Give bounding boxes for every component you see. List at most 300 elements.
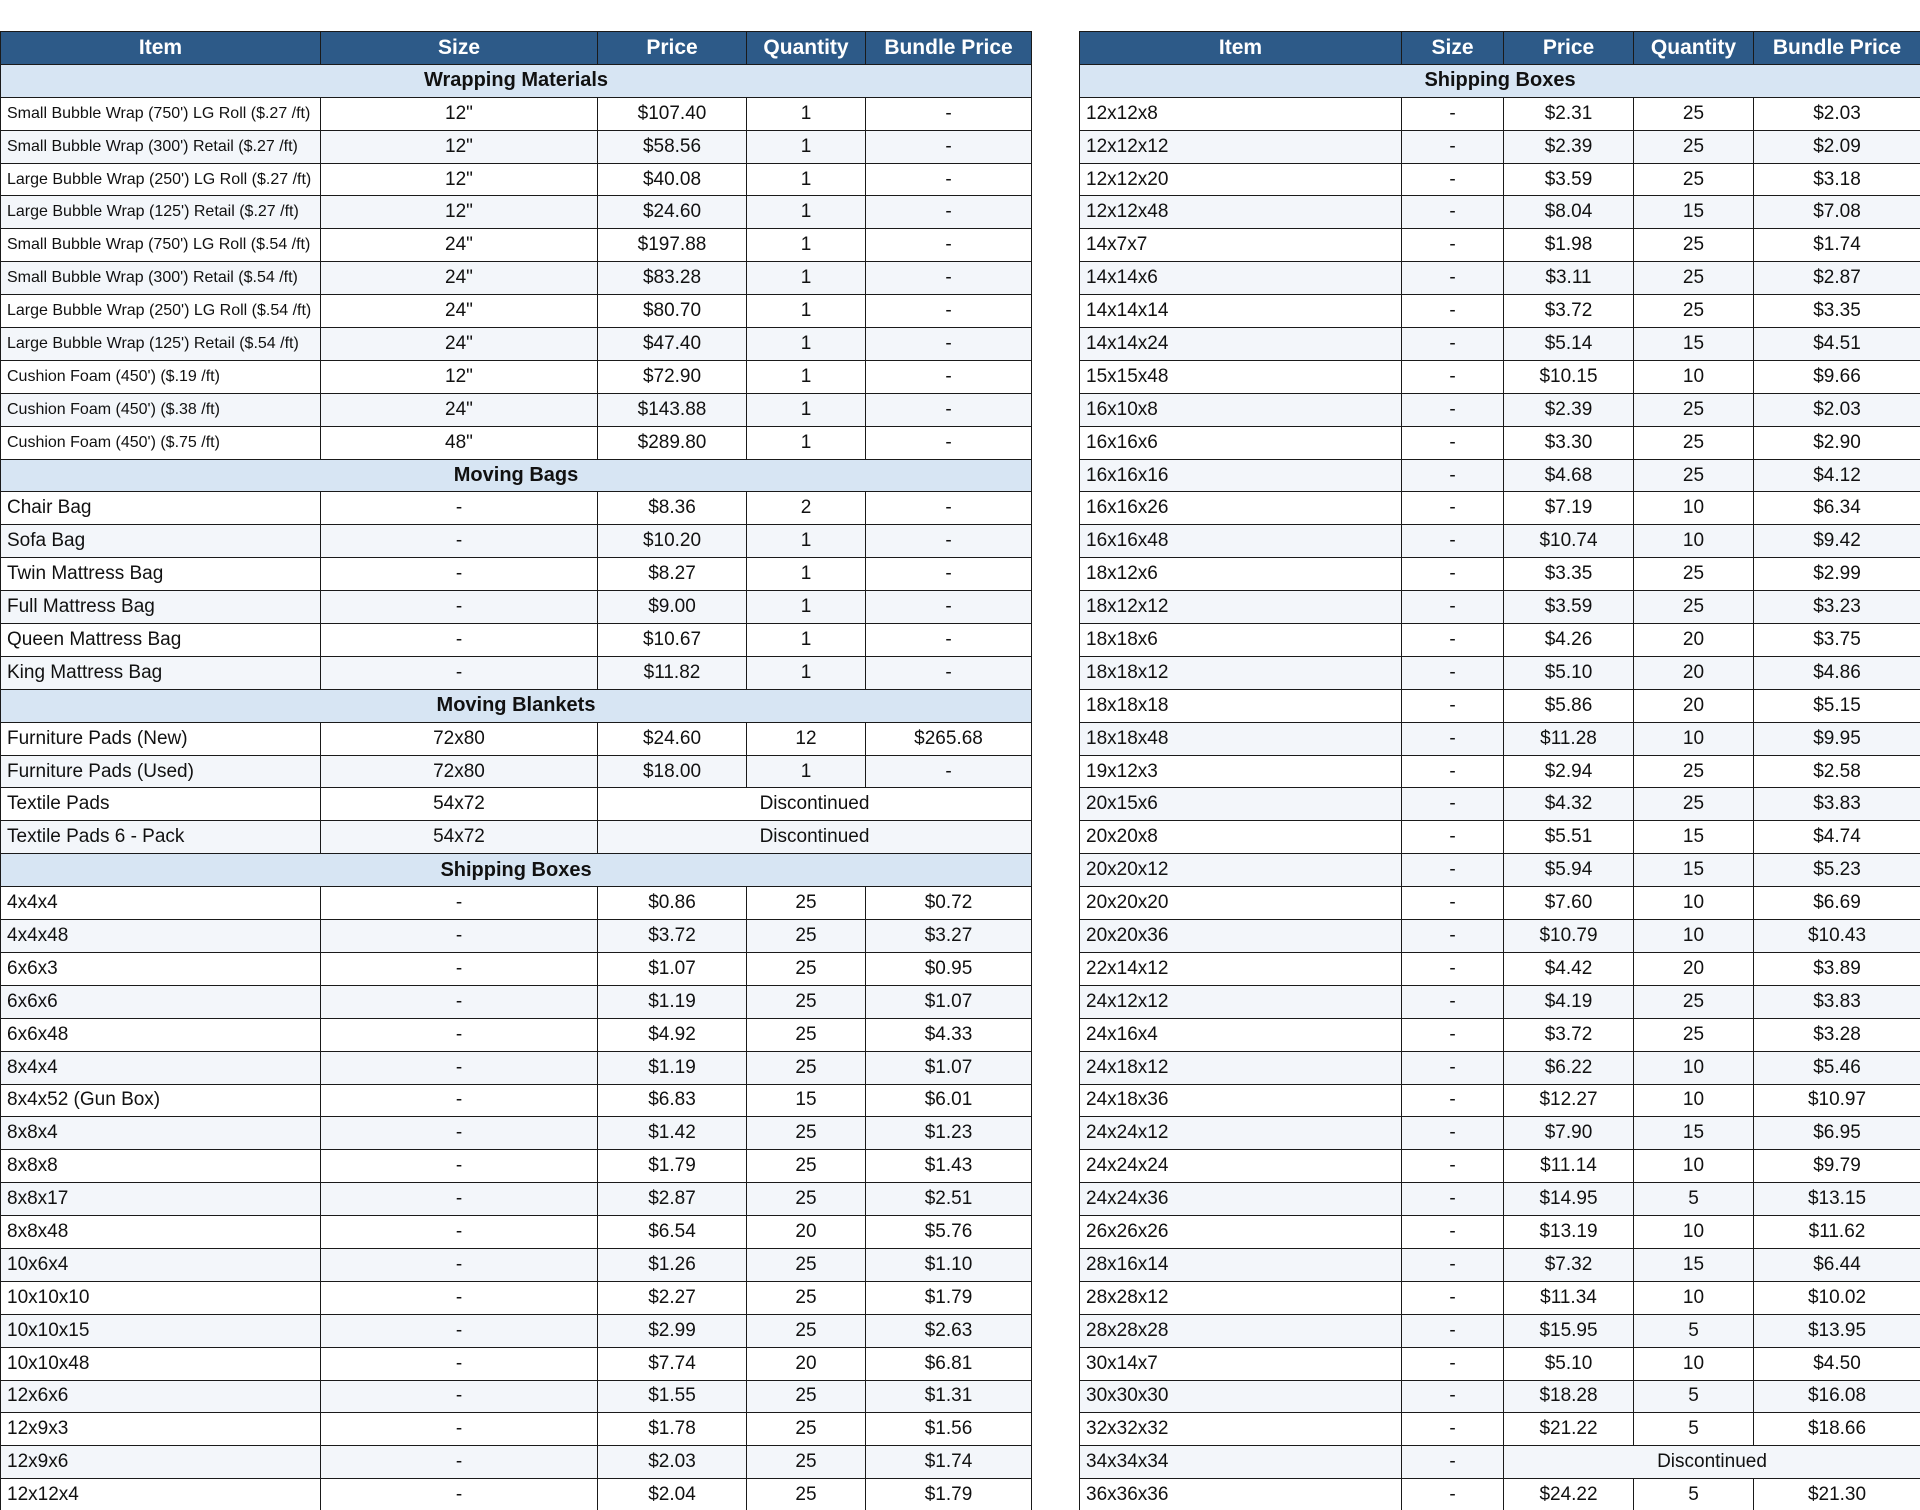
item-cell: 6x6x48: [1, 1018, 321, 1051]
price-cell: $1.55: [598, 1380, 747, 1413]
bundle-price-cell: $2.99: [1754, 558, 1920, 591]
bundle-price-cell: $6.81: [866, 1347, 1032, 1380]
quantity-cell: 10: [1634, 360, 1754, 393]
price-cell: $5.10: [1504, 656, 1634, 689]
price-cell: $10.15: [1504, 360, 1634, 393]
table-row: [1080, 492, 1920, 525]
quantity-cell: 1: [747, 328, 866, 361]
item-cell: 15x15x48: [1080, 360, 1402, 393]
discontinued-cell: Discontinued: [598, 788, 1032, 821]
bundle-price-cell: $4.33: [866, 1018, 1032, 1051]
size-cell: -: [1402, 1347, 1504, 1380]
price-cell: $24.60: [598, 722, 747, 755]
price-cell: $5.51: [1504, 821, 1634, 854]
quantity-cell: 25: [747, 1183, 866, 1216]
quantity-cell: 1: [747, 656, 866, 689]
size-cell: -: [1402, 1117, 1504, 1150]
bundle-price-cell: -: [866, 196, 1032, 229]
table-row: [1080, 1380, 1920, 1413]
item-cell: Small Bubble Wrap (300') Retail ($.27 /ft): [1, 130, 321, 163]
quantity-cell: 15: [1634, 328, 1754, 361]
bundle-price-cell: $7.08: [1754, 196, 1920, 229]
price-cell: $4.42: [1504, 952, 1634, 985]
quantity-cell: 15: [1634, 196, 1754, 229]
bundle-price-cell: $3.83: [1754, 788, 1920, 821]
table-row: [1, 1413, 1032, 1446]
size-cell: -: [1402, 459, 1504, 492]
size-cell: -: [321, 591, 598, 624]
size-cell: 12": [321, 196, 598, 229]
price-cell: $15.95: [1504, 1314, 1634, 1347]
price-cell: $7.60: [1504, 887, 1634, 920]
bundle-price-cell: $2.90: [1754, 426, 1920, 459]
table-row: [1, 1051, 1032, 1084]
size-cell: 12": [321, 97, 598, 130]
item-cell: 12x12x48: [1080, 196, 1402, 229]
price-cell: $6.22: [1504, 1051, 1634, 1084]
table-row: [1080, 755, 1920, 788]
item-cell: Large Bubble Wrap (250') LG Roll ($.54 /ft): [1, 295, 321, 328]
price-cell: $1.26: [598, 1248, 747, 1281]
price-cell: $2.03: [598, 1446, 747, 1479]
table-row: [1080, 591, 1920, 624]
item-cell: Chair Bag: [1, 492, 321, 525]
item-cell: 24x18x36: [1080, 1084, 1402, 1117]
item-cell: 18x18x48: [1080, 722, 1402, 755]
size-cell: -: [1402, 591, 1504, 624]
col-header-item: Item: [1, 32, 321, 65]
quantity-cell: 5: [1634, 1413, 1754, 1446]
size-cell: -: [321, 1117, 598, 1150]
quantity-cell: 25: [747, 985, 866, 1018]
quantity-cell: 10: [1634, 525, 1754, 558]
size-cell: -: [1402, 525, 1504, 558]
table-row: [1080, 821, 1920, 854]
table-row: [1, 1084, 1032, 1117]
item-cell: King Mattress Bag: [1, 656, 321, 689]
bundle-price-cell: $4.51: [1754, 328, 1920, 361]
quantity-cell: 25: [1634, 459, 1754, 492]
bundle-price-cell: $1.74: [1754, 229, 1920, 262]
table-row: [1, 1018, 1032, 1051]
quantity-cell: 10: [1634, 1051, 1754, 1084]
size-cell: -: [1402, 360, 1504, 393]
col-header-bundle-price: Bundle Price: [866, 32, 1032, 65]
price-cell: $2.31: [1504, 97, 1634, 130]
item-cell: 16x16x48: [1080, 525, 1402, 558]
size-cell: -: [321, 1281, 598, 1314]
bundle-price-cell: $2.03: [1754, 97, 1920, 130]
bundle-price-cell: $0.95: [866, 952, 1032, 985]
size-cell: 24": [321, 393, 598, 426]
header-row: [1080, 32, 1920, 65]
size-cell: 72x80: [321, 755, 598, 788]
quantity-cell: 25: [1634, 755, 1754, 788]
bundle-price-cell: $21.30: [1754, 1479, 1920, 1510]
size-cell: -: [1402, 1413, 1504, 1446]
table-row: [1080, 1479, 1920, 1510]
table-row: [1080, 1018, 1920, 1051]
discontinued-cell: Discontinued: [1504, 1446, 1920, 1479]
size-cell: -: [321, 887, 598, 920]
table-row: [1, 1150, 1032, 1183]
table-row: [1, 1347, 1032, 1380]
bundle-price-cell: $1.23: [866, 1117, 1032, 1150]
price-cell: $8.04: [1504, 196, 1634, 229]
item-cell: 20x20x20: [1080, 887, 1402, 920]
price-cell: $1.98: [1504, 229, 1634, 262]
item-cell: Queen Mattress Bag: [1, 624, 321, 657]
bundle-price-cell: -: [866, 492, 1032, 525]
size-cell: -: [321, 525, 598, 558]
left-price-table-panel: [0, 31, 1031, 1510]
table-row: [1080, 1248, 1920, 1281]
bundle-price-cell: $1.56: [866, 1413, 1032, 1446]
price-cell: $18.00: [598, 755, 747, 788]
table-row: [1080, 328, 1920, 361]
quantity-cell: 1: [747, 755, 866, 788]
price-cell: $11.14: [1504, 1150, 1634, 1183]
bundle-price-cell: $1.07: [866, 1051, 1032, 1084]
quantity-cell: 1: [747, 97, 866, 130]
quantity-cell: 1: [747, 393, 866, 426]
price-cell: $197.88: [598, 229, 747, 262]
table-row: [1080, 262, 1920, 295]
quantity-cell: 25: [747, 1150, 866, 1183]
item-cell: Small Bubble Wrap (750') LG Roll ($.27 /ft): [1, 97, 321, 130]
price-cell: $6.83: [598, 1084, 747, 1117]
table-row: [1080, 854, 1920, 887]
size-cell: -: [1402, 985, 1504, 1018]
price-cell: $24.22: [1504, 1479, 1634, 1510]
price-cell: $8.36: [598, 492, 747, 525]
quantity-cell: 1: [747, 558, 866, 591]
bundle-price-cell: -: [866, 558, 1032, 591]
size-cell: -: [1402, 952, 1504, 985]
size-cell: -: [1402, 1216, 1504, 1249]
left-table-body: [1, 64, 1032, 1510]
item-cell: 19x12x3: [1080, 755, 1402, 788]
table-row: [1080, 97, 1920, 130]
bundle-price-cell: $6.01: [866, 1084, 1032, 1117]
table-row: [1, 1314, 1032, 1347]
quantity-cell: 25: [1634, 262, 1754, 295]
price-cell: $4.32: [1504, 788, 1634, 821]
item-cell: 12x12x4: [1, 1479, 321, 1510]
item-cell: 32x32x32: [1080, 1413, 1402, 1446]
table-row: [1, 624, 1032, 657]
price-cell: $58.56: [598, 130, 747, 163]
item-cell: 24x24x24: [1080, 1150, 1402, 1183]
quantity-cell: 25: [1634, 426, 1754, 459]
table-row: [1, 1281, 1032, 1314]
size-cell: -: [1402, 1051, 1504, 1084]
size-cell: -: [1402, 1479, 1504, 1510]
size-cell: -: [1402, 1314, 1504, 1347]
section-title: Moving Blankets: [1, 689, 1032, 722]
bundle-price-cell: $5.23: [1754, 854, 1920, 887]
item-cell: 36x36x36: [1080, 1479, 1402, 1510]
item-cell: 18x12x6: [1080, 558, 1402, 591]
size-cell: 12": [321, 163, 598, 196]
table-row: [1, 360, 1032, 393]
quantity-cell: 25: [747, 887, 866, 920]
bundle-price-cell: $1.74: [866, 1446, 1032, 1479]
table-row: [1080, 360, 1920, 393]
quantity-cell: 15: [1634, 1248, 1754, 1281]
bundle-price-cell: -: [866, 755, 1032, 788]
size-cell: -: [1402, 1018, 1504, 1051]
price-cell: $3.59: [1504, 163, 1634, 196]
item-cell: 8x8x8: [1, 1150, 321, 1183]
table-row: [1, 656, 1032, 689]
table-row: [1, 985, 1032, 1018]
size-cell: -: [321, 656, 598, 689]
size-cell: -: [321, 1051, 598, 1084]
price-cell: $1.42: [598, 1117, 747, 1150]
item-cell: 4x4x48: [1, 920, 321, 953]
item-cell: 24x24x12: [1080, 1117, 1402, 1150]
item-cell: Cushion Foam (450') ($.38 /ft): [1, 393, 321, 426]
size-cell: -: [1402, 722, 1504, 755]
bundle-price-cell: -: [866, 262, 1032, 295]
size-cell: -: [321, 1380, 598, 1413]
bundle-price-cell: -: [866, 360, 1032, 393]
quantity-cell: 10: [1634, 722, 1754, 755]
quantity-cell: 1: [747, 426, 866, 459]
table-row: [1, 295, 1032, 328]
bundle-price-cell: $4.50: [1754, 1347, 1920, 1380]
quantity-cell: 25: [1634, 985, 1754, 1018]
item-cell: 8x4x52 (Gun Box): [1, 1084, 321, 1117]
price-cell: $18.28: [1504, 1380, 1634, 1413]
size-cell: 24": [321, 262, 598, 295]
size-cell: -: [1402, 1084, 1504, 1117]
bundle-price-cell: $3.75: [1754, 624, 1920, 657]
table-row: [1080, 920, 1920, 953]
item-cell: 14x7x7: [1080, 229, 1402, 262]
table-row: [1080, 163, 1920, 196]
bundle-price-cell: $6.95: [1754, 1117, 1920, 1150]
item-cell: Cushion Foam (450') ($.19 /ft): [1, 360, 321, 393]
section-header-row: [1, 854, 1032, 887]
bundle-price-cell: $1.79: [866, 1479, 1032, 1510]
item-cell: 12x9x6: [1, 1446, 321, 1479]
price-cell: $12.27: [1504, 1084, 1634, 1117]
price-cell: $1.78: [598, 1413, 747, 1446]
item-cell: 8x8x4: [1, 1117, 321, 1150]
item-cell: 18x18x18: [1080, 689, 1402, 722]
bundle-price-cell: $13.95: [1754, 1314, 1920, 1347]
bundle-price-cell: $10.43: [1754, 920, 1920, 953]
size-cell: -: [1402, 821, 1504, 854]
bundle-price-cell: $265.68: [866, 722, 1032, 755]
price-cell: $24.60: [598, 196, 747, 229]
price-cell: $2.27: [598, 1281, 747, 1314]
size-cell: -: [321, 1314, 598, 1347]
bundle-price-cell: $5.76: [866, 1216, 1032, 1249]
item-cell: Textile Pads: [1, 788, 321, 821]
item-cell: 10x6x4: [1, 1248, 321, 1281]
table-row: [1, 1479, 1032, 1510]
size-cell: -: [1402, 788, 1504, 821]
item-cell: 6x6x6: [1, 985, 321, 1018]
table-row: [1, 97, 1032, 130]
table-row: [1080, 1413, 1920, 1446]
quantity-cell: 5: [1634, 1183, 1754, 1216]
section-header-row: [1, 459, 1032, 492]
price-cell: $2.39: [1504, 393, 1634, 426]
header-row: [1, 32, 1032, 65]
item-cell: 28x28x12: [1080, 1281, 1402, 1314]
quantity-cell: 25: [1634, 788, 1754, 821]
item-cell: 18x18x6: [1080, 624, 1402, 657]
price-cell: $5.86: [1504, 689, 1634, 722]
item-cell: 20x20x12: [1080, 854, 1402, 887]
bundle-price-cell: $1.31: [866, 1380, 1032, 1413]
quantity-cell: 25: [1634, 1018, 1754, 1051]
bundle-price-cell: $13.15: [1754, 1183, 1920, 1216]
item-cell: 12x12x20: [1080, 163, 1402, 196]
quantity-cell: 5: [1634, 1380, 1754, 1413]
price-cell: $1.79: [598, 1150, 747, 1183]
table-row: [1080, 952, 1920, 985]
size-cell: -: [1402, 689, 1504, 722]
table-row: [1080, 525, 1920, 558]
price-cell: $143.88: [598, 393, 747, 426]
quantity-cell: 25: [747, 1281, 866, 1314]
table-row: [1, 558, 1032, 591]
price-cell: $7.90: [1504, 1117, 1634, 1150]
quantity-cell: 25: [747, 1413, 866, 1446]
right-table-body: [1080, 64, 1920, 1510]
bundle-price-cell: -: [866, 624, 1032, 657]
price-cell: $11.82: [598, 656, 747, 689]
size-cell: -: [321, 985, 598, 1018]
quantity-cell: 25: [747, 1051, 866, 1084]
price-cell: $289.80: [598, 426, 747, 459]
left-price-table: [0, 31, 1032, 1510]
item-cell: 24x12x12: [1080, 985, 1402, 1018]
item-cell: Small Bubble Wrap (750') LG Roll ($.54 /ft): [1, 229, 321, 262]
size-cell: -: [321, 952, 598, 985]
price-cell: $9.00: [598, 591, 747, 624]
bundle-price-cell: $16.08: [1754, 1380, 1920, 1413]
quantity-cell: 10: [1634, 1216, 1754, 1249]
item-cell: 12x12x8: [1080, 97, 1402, 130]
table-row: [1080, 1183, 1920, 1216]
bundle-price-cell: $1.10: [866, 1248, 1032, 1281]
price-cell: $3.72: [598, 920, 747, 953]
item-cell: Large Bubble Wrap (125') Retail ($.54 /ft): [1, 328, 321, 361]
quantity-cell: 2: [747, 492, 866, 525]
size-cell: -: [1402, 163, 1504, 196]
item-cell: Sofa Bag: [1, 525, 321, 558]
quantity-cell: 1: [747, 360, 866, 393]
col-header-size: Size: [1402, 32, 1504, 65]
size-cell: -: [1402, 656, 1504, 689]
bundle-price-cell: $6.34: [1754, 492, 1920, 525]
quantity-cell: 10: [1634, 1347, 1754, 1380]
item-cell: 16x16x16: [1080, 459, 1402, 492]
size-cell: -: [1402, 295, 1504, 328]
quantity-cell: 10: [1634, 1084, 1754, 1117]
price-cell: $1.19: [598, 985, 747, 1018]
table-row: [1080, 624, 1920, 657]
item-cell: 16x16x26: [1080, 492, 1402, 525]
bundle-price-cell: -: [866, 591, 1032, 624]
table-row: [1080, 130, 1920, 163]
bundle-price-cell: -: [866, 229, 1032, 262]
bundle-price-cell: $3.89: [1754, 952, 1920, 985]
size-cell: -: [1402, 887, 1504, 920]
item-cell: 24x18x12: [1080, 1051, 1402, 1084]
bundle-price-cell: $9.95: [1754, 722, 1920, 755]
item-cell: Textile Pads 6 - Pack: [1, 821, 321, 854]
size-cell: -: [1402, 393, 1504, 426]
table-row: [1, 262, 1032, 295]
quantity-cell: 1: [747, 624, 866, 657]
price-cell: $11.28: [1504, 722, 1634, 755]
table-row: [1, 1446, 1032, 1479]
quantity-cell: 5: [1634, 1479, 1754, 1510]
bundle-price-cell: -: [866, 163, 1032, 196]
quantity-cell: 25: [747, 952, 866, 985]
bundle-price-cell: $10.02: [1754, 1281, 1920, 1314]
size-cell: -: [321, 624, 598, 657]
item-cell: 16x16x6: [1080, 426, 1402, 459]
price-cell: $2.94: [1504, 755, 1634, 788]
quantity-cell: 15: [1634, 854, 1754, 887]
table-row: [1, 229, 1032, 262]
item-cell: Furniture Pads (New): [1, 722, 321, 755]
quantity-cell: 25: [747, 920, 866, 953]
table-row: [1080, 722, 1920, 755]
size-cell: -: [1402, 854, 1504, 887]
bundle-price-cell: $4.12: [1754, 459, 1920, 492]
quantity-cell: 5: [1634, 1314, 1754, 1347]
table-row: [1, 1183, 1032, 1216]
item-cell: Full Mattress Bag: [1, 591, 321, 624]
bundle-price-cell: $9.79: [1754, 1150, 1920, 1183]
item-cell: Cushion Foam (450') ($.75 /ft): [1, 426, 321, 459]
bundle-price-cell: $2.63: [866, 1314, 1032, 1347]
bundle-price-cell: $2.58: [1754, 755, 1920, 788]
price-cell: $7.19: [1504, 492, 1634, 525]
table-row: [1080, 788, 1920, 821]
size-cell: -: [321, 1150, 598, 1183]
price-cell: $47.40: [598, 328, 747, 361]
price-cell: $107.40: [598, 97, 747, 130]
table-row: [1080, 887, 1920, 920]
bundle-price-cell: -: [866, 426, 1032, 459]
bundle-price-cell: $2.03: [1754, 393, 1920, 426]
quantity-cell: 10: [1634, 1281, 1754, 1314]
col-header-price: Price: [1504, 32, 1634, 65]
col-header-bundle-price: Bundle Price: [1754, 32, 1920, 65]
table-row: [1080, 1347, 1920, 1380]
quantity-cell: 20: [747, 1347, 866, 1380]
bundle-price-cell: $10.97: [1754, 1084, 1920, 1117]
right-price-table-panel: [1079, 31, 1920, 1510]
price-cell: $3.30: [1504, 426, 1634, 459]
bundle-price-cell: $1.07: [866, 985, 1032, 1018]
table-row: [1, 788, 1032, 821]
section-title: Shipping Boxes: [1080, 64, 1920, 97]
quantity-cell: 10: [1634, 920, 1754, 953]
table-row: [1, 887, 1032, 920]
price-cell: $40.08: [598, 163, 747, 196]
